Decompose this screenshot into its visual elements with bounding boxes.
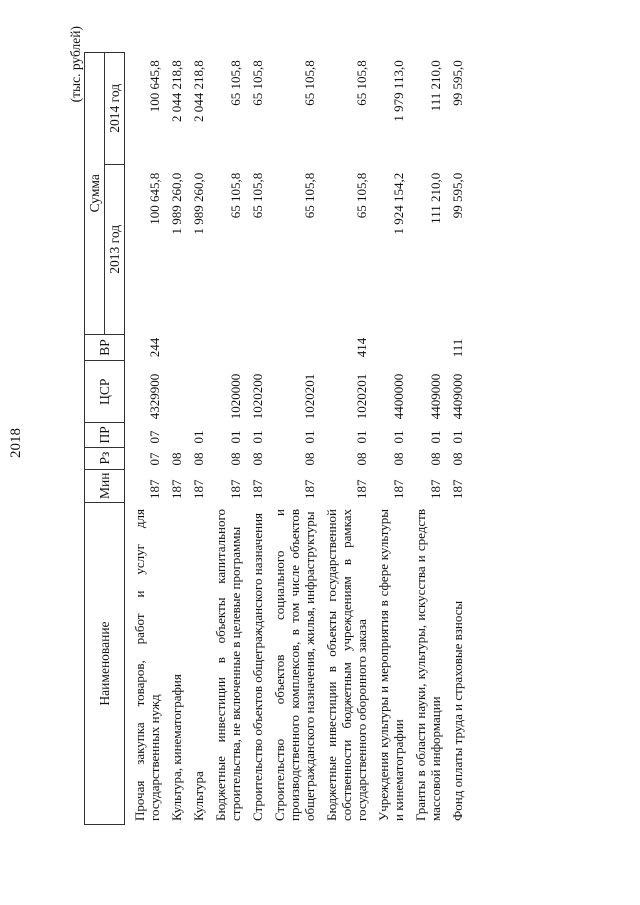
cell-y2: 1 979 113,0 [391, 60, 406, 122]
cell-csr: 1020201 [354, 373, 369, 420]
header-min: Мин [85, 469, 125, 502]
cell-vr [243, 334, 265, 361]
cell-min: 187 [191, 479, 206, 499]
cell-pr: 01 [228, 430, 243, 444]
cell-vr [369, 334, 406, 361]
cell-vr [206, 334, 243, 361]
cell-rz: 08 [391, 452, 406, 466]
cell-min: 187 [147, 479, 162, 499]
cell-y1: 1 924 154,2 [391, 172, 406, 235]
cell-rz: 08 [450, 452, 465, 466]
cell-pr: 01 [250, 430, 265, 444]
cell-csr: 4329900 [147, 373, 162, 420]
header-rz: Рз [85, 447, 125, 469]
header-csr: ЦСР [85, 361, 125, 423]
cell-rz: 08 [428, 452, 443, 466]
cell-csr [184, 361, 206, 423]
cell-y1: 65 105,8 [228, 172, 243, 219]
cell-vr [265, 334, 317, 361]
cell-csr: 4409000 [428, 373, 443, 420]
header-vr: ВР [85, 334, 125, 361]
cell-name: Бюджетные инвестиции в объекты государственной собственности бюджетным учреждениям в рамках государственного оборонного заказа [324, 509, 369, 821]
cell-y1: 65 105,8 [302, 172, 317, 219]
cell-pr: 01 [354, 430, 369, 444]
cell-rz: 08 [302, 452, 317, 466]
cell-vr [162, 334, 184, 361]
cell-vr: 244 [147, 337, 162, 358]
cell-vr: 414 [354, 337, 369, 358]
cell-y1: 65 105,8 [354, 172, 369, 219]
cell-y1: 1 989 260,0 [191, 172, 206, 235]
units-note: (тыс. рублей) [68, 26, 83, 103]
table-row [406, 52, 443, 824]
cell-min: 187 [250, 479, 265, 499]
cell-name: Учреждения культуры и мероприятия в сфере культуры и кинематографии [376, 509, 406, 821]
cell-rz: 08 [228, 452, 243, 466]
cell-min: 187 [354, 479, 369, 499]
cell-y2: 100 645,8 [147, 60, 162, 113]
cell-name: Прочая закупка товаров, работ и услуг для государственных нужд [132, 509, 162, 821]
cell-vr [406, 334, 443, 361]
header-name: Наименование [85, 503, 125, 825]
cell-pr: 01 [391, 430, 406, 444]
cell-min: 187 [169, 479, 184, 499]
cell-csr: 1020000 [228, 373, 243, 420]
table-row [125, 52, 163, 824]
cell-name: Фонд оплаты труда и страховые взносы [450, 600, 465, 821]
table-row [369, 52, 406, 824]
cell-pr: 01 [428, 430, 443, 444]
table-body [125, 52, 466, 824]
header-sum: Сумма [85, 52, 105, 334]
table-row [443, 52, 465, 824]
cell-name: Культура [191, 771, 206, 821]
cell-y2: 111 210,0 [428, 60, 443, 112]
cell-pr: 07 [147, 430, 162, 444]
table-row [184, 52, 206, 824]
cell-min: 187 [450, 479, 465, 499]
cell-y1: 65 105,8 [250, 172, 265, 219]
cell-vr [184, 334, 206, 361]
cell-name: Строительство объектов социального и производственного комплексов, в том числе объектов общегражданского назначения, жилья, инфраструктуры [272, 509, 317, 821]
cell-y2: 65 105,8 [302, 60, 317, 106]
cell-name: Строительство объектов общегражданского назначения [250, 512, 265, 821]
cell-csr: 1020201 [302, 373, 317, 420]
cell-name: Гранты в области науки, культуры, искусства и средств массовой информации [413, 509, 443, 821]
cell-rz: 08 [169, 452, 184, 466]
table-row [317, 52, 369, 824]
cell-y2: 65 105,8 [228, 60, 243, 106]
cell-vr: 111 [450, 338, 465, 358]
cell-min: 187 [391, 479, 406, 499]
cell-min: 187 [228, 479, 243, 499]
budget-table [84, 52, 465, 825]
cell-csr: 1020200 [250, 373, 265, 420]
table-row [243, 52, 265, 824]
cell-pr: 01 [302, 430, 317, 444]
cell-pr: 01 [191, 430, 206, 444]
cell-y2: 99 595,0 [450, 60, 465, 106]
header-year-2013: 2013 год [105, 164, 125, 334]
cell-y1: 1 989 260,0 [169, 172, 184, 235]
cell-pr [162, 423, 184, 447]
cell-rz: 08 [354, 452, 369, 466]
cell-min: 187 [428, 479, 443, 499]
cell-pr: 01 [450, 430, 465, 444]
cell-min: 187 [302, 479, 317, 499]
table-row [206, 52, 243, 824]
cell-y2: 65 105,8 [354, 60, 369, 106]
page-number: 2018 [8, 428, 24, 458]
table-row [265, 52, 317, 824]
header-row-top [85, 52, 105, 824]
cell-rz: 08 [191, 452, 206, 466]
cell-y1: 100 645,8 [147, 172, 162, 225]
cell-y2: 65 105,8 [250, 60, 265, 106]
header-year-2014: 2014 год [105, 52, 125, 164]
cell-csr: 4400000 [391, 373, 406, 420]
cell-rz: 08 [250, 452, 265, 466]
header-pr: ПР [85, 423, 125, 447]
cell-y1: 99 595,0 [450, 172, 465, 219]
cell-rz: 07 [147, 452, 162, 466]
cell-name: Культура, кинематография [169, 674, 184, 821]
cell-y2: 2 044 218,8 [169, 60, 184, 123]
table-row [162, 52, 184, 824]
cell-csr [162, 361, 184, 423]
cell-name: Бюджетные инвестиции в объекты капитального строительства, не включенные в целевые программы [213, 509, 243, 821]
cell-y1: 111 210,0 [428, 172, 443, 224]
cell-y2: 2 044 218,8 [191, 60, 206, 123]
cell-csr: 4409000 [450, 373, 465, 420]
